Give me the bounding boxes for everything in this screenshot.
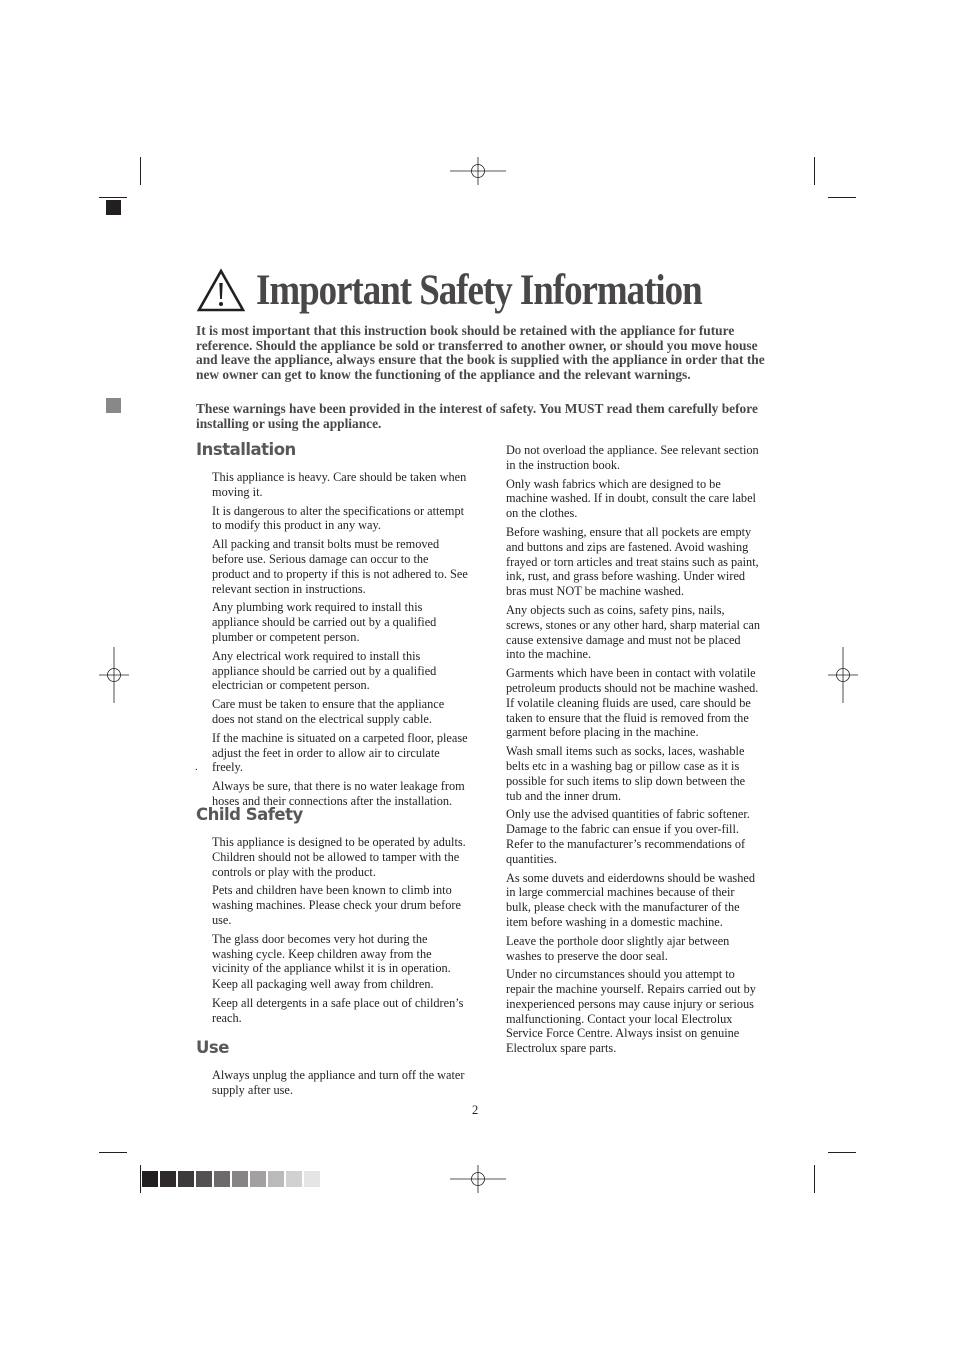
crop-mark — [99, 197, 127, 198]
black-square-mark — [106, 200, 121, 215]
grey-scale-swatch — [268, 1171, 284, 1187]
list-item: If the machine is situated on a carpeted floor, please adjust the feet in order to allow air to circulate freely. — [212, 730, 468, 775]
grey-scale-swatch — [142, 1171, 158, 1187]
grey-scale-swatch — [214, 1171, 230, 1187]
list-item: Wash small items such as socks, laces, washable belts etc in a washing bag or pillow case as it is possible for such items to slip down between the tub and the inner drum. — [506, 744, 746, 803]
list-item: Always unplug the appliance and turn off the water supply after use. — [212, 1068, 465, 1097]
list-item: The glass door becomes very hot during the washing cycle. Keep children away from the vicinity of the appliance whilst it is in operation. — [212, 931, 451, 976]
list-item: Leave the porthole door slightly ajar between washes to preserve the door seal. — [506, 933, 730, 963]
crop-mark — [814, 1165, 815, 1193]
list-item: Do not overload the appliance. See relevant section in the instruction book. — [506, 443, 759, 472]
list-item: It is dangerous to alter the specifications or attempt to modify this product in any way. — [212, 503, 465, 533]
list-item: Before washing, ensure that all pockets are empty and buttons and zips are fastened. Avoid washing frayed or torn articles and treat stains such as paint, ink, rust, and grass before washing. Under wired bras must NOT be machine washed. — [506, 524, 759, 599]
crop-mark — [814, 157, 815, 185]
registration-mark-icon — [450, 1165, 506, 1193]
list-item: Pets and children have been known to climb into washing machines. Please check your drum before use. — [212, 883, 461, 927]
child-safety-list — [212, 835, 468, 1030]
list-item: Under no circumstances should you attempt to repair the machine yourself. Repairs carried out by inexperienced persons may cause injury or serious malfunctioning. Contact your local Electrolux Service Force Centre. Always insist on genuine Electrolux spare parts. — [506, 967, 756, 1056]
use-list — [212, 1068, 468, 1102]
page-number: 2 — [472, 1103, 479, 1117]
list-item: Any electrical work required to install this appliance should be carried out by a qualified electrician or competent person. — [212, 648, 437, 693]
registration-mark-icon — [450, 157, 506, 185]
list-item: Any objects such as coins, safety pins, nails, screws, stones or any other hard, sharp material can cause extensive damage and must not be placed into the machine. — [506, 602, 761, 662]
list-item: This appliance is heavy. Care should be taken when moving it. — [212, 470, 467, 499]
list-item: Keep all detergents in a safe place out of children’s reach. — [212, 995, 464, 1025]
list-item: As some duvets and eiderdowns should be washed in large commercial machines because of their bulk, please check with the manufacturer of the item before washing in a domestic machine. — [506, 870, 755, 929]
grey-scale-swatch — [160, 1171, 176, 1187]
list-item: Only use the advised quantities of fabric softener. Damage to the fabric can ensue if you over-fill. Refer to the manufacturer’s recommendations of quantities. — [506, 807, 750, 866]
list-item: This appliance is designed to be operated by adults. Children should not be allowed to tamper with the controls or play with the product. — [212, 835, 466, 879]
section-heading-child-safety: Child Safety — [196, 805, 303, 824]
crop-mark — [140, 157, 141, 185]
crop-mark — [140, 1165, 141, 1193]
list-item: Care must be taken to ensure that the appliance does not stand on the electrical supply cable. — [212, 697, 445, 726]
crop-mark — [828, 197, 856, 198]
list-item: All packing and transit bolts must be removed before use. Serious damage can occur to the product and to property if this is not adhered to. See relevant section in instructions. — [212, 537, 468, 596]
title-block — [196, 266, 796, 320]
section-heading-use: Use — [196, 1038, 229, 1057]
list-item: Keep all packaging well away from children. — [212, 977, 434, 992]
grey-scale-swatch — [250, 1171, 266, 1187]
intro-paragraph: It is most important that this instruction book should be retained with the appliance for future reference. Should the appliance be sold or transferred to another owner, or should you move house and leave the appliance, always ensure that the book is supplied with the appliance in order that the new owner can get to know the functioning of the appliance and the relevant warnings. — [196, 323, 765, 382]
right-column-list — [506, 443, 762, 1060]
list-item: Only wash fabrics which are designed to be machine washed. If in doubt, consult the care label on the clothes. — [506, 476, 756, 521]
grey-scale-swatch — [304, 1171, 320, 1187]
list-item: Always be sure, that there is no water leakage from hoses and their connections after the installation. — [212, 779, 465, 808]
warning-triangle-icon — [196, 268, 246, 314]
stray-mark: . — [195, 761, 198, 773]
installation-list — [212, 470, 468, 813]
crop-mark — [828, 1152, 856, 1153]
registration-mark-icon — [828, 647, 858, 703]
registration-mark-icon — [99, 647, 129, 703]
list-item: Any plumbing work required to install this appliance should be carried out by a qualified plumber or competent person. — [212, 600, 437, 644]
intro-warning: These warnings have been provided in the interest of safety. You MUST read them carefully before installing or using the appliance. — [196, 401, 758, 431]
crop-mark — [99, 1152, 127, 1153]
section-heading-installation: Installation — [196, 440, 296, 459]
grey-scale-swatch — [286, 1171, 302, 1187]
page-title: Important Safety Information — [256, 267, 702, 314]
grey-scale-swatch — [178, 1171, 194, 1187]
grey-scale-swatch — [196, 1171, 212, 1187]
list-item: Garments which have been in contact with volatile petroleum products should not be machine washed. If volatile cleaning fluids are used, care should be taken to ensure that the fluid is removed from the garment before placing in the machine. — [506, 666, 759, 740]
grey-scale-swatch — [232, 1171, 248, 1187]
grey-square-mark — [106, 398, 121, 413]
